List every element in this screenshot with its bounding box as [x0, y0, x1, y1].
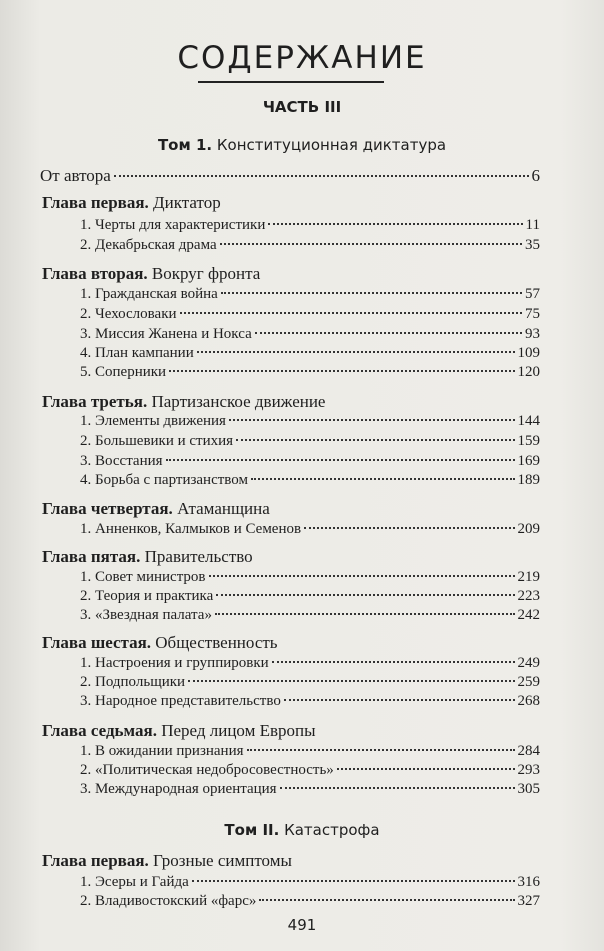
chapter-name: Вокруг фронта: [151, 264, 261, 283]
dot-leader: [255, 332, 522, 334]
toc-page-number: 57: [525, 286, 540, 302]
toc-entry-label: 1. Анненков, Калмыков и Семенов: [80, 521, 302, 537]
chapter-name: Правительство: [144, 547, 253, 566]
toc-entry-label: 2. Чехословаки: [80, 306, 177, 322]
toc-page-number: 144: [517, 413, 540, 429]
toc-entry: [80, 893, 540, 910]
page-title: СОДЕРЖАНИЕ: [177, 40, 427, 76]
dot-leader: [209, 575, 515, 577]
toc-entry-label: 3. Миссия Жанена и Нокса: [80, 326, 252, 342]
toc-page-number: 120: [517, 364, 540, 380]
toc-entry: [80, 286, 540, 303]
dot-leader: [197, 351, 515, 353]
toc-entry-label: 4. План кампании: [80, 345, 194, 361]
chapter-name: Атаманщина: [177, 499, 270, 518]
toc-entry: [80, 433, 540, 450]
toc-entry-label: 5. Соперники: [80, 364, 167, 380]
toc-entry-label: 2. Владивостокский «фарс»: [80, 893, 257, 909]
title-underline: [198, 81, 384, 83]
toc-page-number: 109: [517, 345, 540, 361]
toc-entry-label: 2. Декабрьская драма: [80, 237, 217, 253]
toc-entry-label: 1. Гражданская война: [80, 286, 218, 302]
dot-leader: [216, 594, 514, 596]
dot-leader: [229, 419, 515, 421]
toc-page-number: 268: [517, 693, 540, 709]
dot-leader: [236, 439, 514, 441]
dot-leader: [247, 749, 515, 751]
toc-entry-label: 3. «Звездная палата»: [80, 607, 212, 623]
toc-entry-label: 2. Теория и практика: [80, 588, 214, 604]
toc-entry: [80, 674, 540, 691]
chapter-heading: [42, 633, 278, 653]
toc-page-number: 75: [525, 306, 540, 322]
chapter-number: Глава шестая.: [42, 633, 152, 652]
volume-heading: [0, 136, 604, 154]
chapter-number: Глава первая.: [42, 193, 149, 212]
dot-leader: [280, 787, 515, 789]
chapter-number: Глава пятая.: [42, 547, 141, 566]
chapter-heading: [42, 851, 292, 871]
toc-page-number: 159: [517, 433, 540, 449]
volume-name: Конституционная диктатура: [216, 136, 447, 154]
toc-entry-label: 1. Совет министров: [80, 569, 206, 585]
toc-entry: [80, 588, 540, 605]
part-heading: ЧАСТЬ III: [262, 98, 342, 116]
chapter-number: Глава первая.: [42, 851, 149, 870]
toc-entry-label: 3. Народное представительство: [80, 693, 281, 709]
toc-page-number: 93: [525, 326, 540, 342]
chapter-number: Глава вторая.: [42, 264, 148, 283]
toc-page-number: 305: [517, 781, 540, 797]
dot-leader: [192, 880, 515, 882]
toc-entry: [80, 521, 540, 538]
dot-leader: [180, 312, 522, 314]
toc-entry: [80, 874, 540, 891]
dot-leader: [221, 292, 522, 294]
volume-number: Том 1.: [157, 136, 213, 154]
toc-entry: [80, 364, 540, 381]
toc-entry: [80, 453, 540, 470]
chapter-heading: [42, 499, 270, 519]
toc-entry: [80, 781, 540, 798]
toc-entry-label: 3. Международная ориентация: [80, 781, 277, 797]
toc-entry-label: 2. «Политическая недобросовестность»: [80, 762, 334, 778]
toc-page-number: 6: [531, 166, 540, 185]
dot-leader: [220, 243, 522, 245]
toc-page-number: 11: [525, 217, 540, 233]
dot-leader: [272, 661, 515, 663]
toc-entry: [80, 306, 540, 323]
toc-entry-label: 1. Эсеры и Гайда: [80, 874, 189, 890]
dot-leader: [188, 680, 514, 682]
chapter-heading: [42, 547, 253, 567]
chapter-name: Общественность: [155, 633, 278, 652]
dot-leader: [166, 459, 515, 461]
dot-leader: [337, 768, 515, 770]
page-number: 491: [287, 916, 317, 934]
toc-entry-author: [40, 166, 540, 186]
toc-entry-label: От автора: [40, 166, 111, 185]
toc-entry: [80, 237, 540, 254]
dot-leader: [215, 613, 515, 615]
toc-entry: [80, 472, 540, 489]
chapter-name: Перед лицом Европы: [161, 721, 316, 740]
volume-name: Катастрофа: [284, 821, 380, 839]
toc-page-number: 316: [517, 874, 540, 890]
toc-entry-label: 1. Настроения и группировки: [80, 655, 269, 671]
dot-leader: [251, 478, 515, 480]
chapter-number: Глава третья.: [42, 392, 148, 411]
toc-page-number: 189: [517, 472, 540, 488]
toc-entry-label: 1. Черты для характеристики: [80, 217, 266, 233]
toc-page-number: 219: [517, 569, 540, 585]
toc-entry: [80, 326, 540, 343]
dot-leader: [304, 527, 514, 529]
toc-entry: [80, 693, 540, 710]
toc-page-number: 327: [517, 893, 540, 909]
chapter-name: Партизанское движение: [151, 392, 326, 411]
chapter-number: Глава седьмая.: [42, 721, 157, 740]
dot-leader: [259, 899, 514, 901]
toc-entry: [80, 413, 540, 430]
toc-page-number: 259: [517, 674, 540, 690]
toc-page-number: 249: [517, 655, 540, 671]
chapter-heading: [42, 193, 221, 213]
toc-entry-label: 1. В ожидании признания: [80, 743, 244, 759]
toc-entry-label: 1. Элементы движения: [80, 413, 226, 429]
toc-page-number: 293: [517, 762, 540, 778]
toc-entry-label: 3. Восстания: [80, 453, 163, 469]
dot-leader: [284, 699, 515, 701]
volume-number: Том II.: [224, 821, 280, 839]
chapter-name: Грозные симптомы: [153, 851, 292, 870]
toc-page-number: 35: [525, 237, 540, 253]
toc-entry: [80, 762, 540, 779]
toc-entry: [80, 743, 540, 760]
chapter-heading: [42, 392, 325, 412]
chapter-heading: [42, 264, 260, 284]
chapter-number: Глава четвертая.: [42, 499, 173, 518]
toc-entry: [80, 345, 540, 362]
toc-page-number: 209: [517, 521, 540, 537]
toc-entry: [80, 655, 540, 672]
toc-entry-label: 2. Большевики и стихия: [80, 433, 234, 449]
dot-leader: [114, 175, 529, 177]
chapter-name: Диктатор: [153, 193, 221, 212]
toc-entry-label: 4. Борьба с партизанством: [80, 472, 248, 488]
toc-entry: [80, 569, 540, 586]
dot-leader: [268, 223, 522, 225]
chapter-heading: [42, 721, 316, 741]
volume-heading: [0, 821, 604, 839]
toc-page-number: 169: [517, 453, 540, 469]
toc-page-number: 284: [517, 743, 540, 759]
toc-entry: [80, 607, 540, 624]
toc-page-number: 242: [517, 607, 540, 623]
toc-page-number: 223: [517, 588, 540, 604]
dot-leader: [169, 370, 514, 372]
toc-entry-label: 2. Подпольщики: [80, 674, 186, 690]
toc-entry: [80, 217, 540, 234]
